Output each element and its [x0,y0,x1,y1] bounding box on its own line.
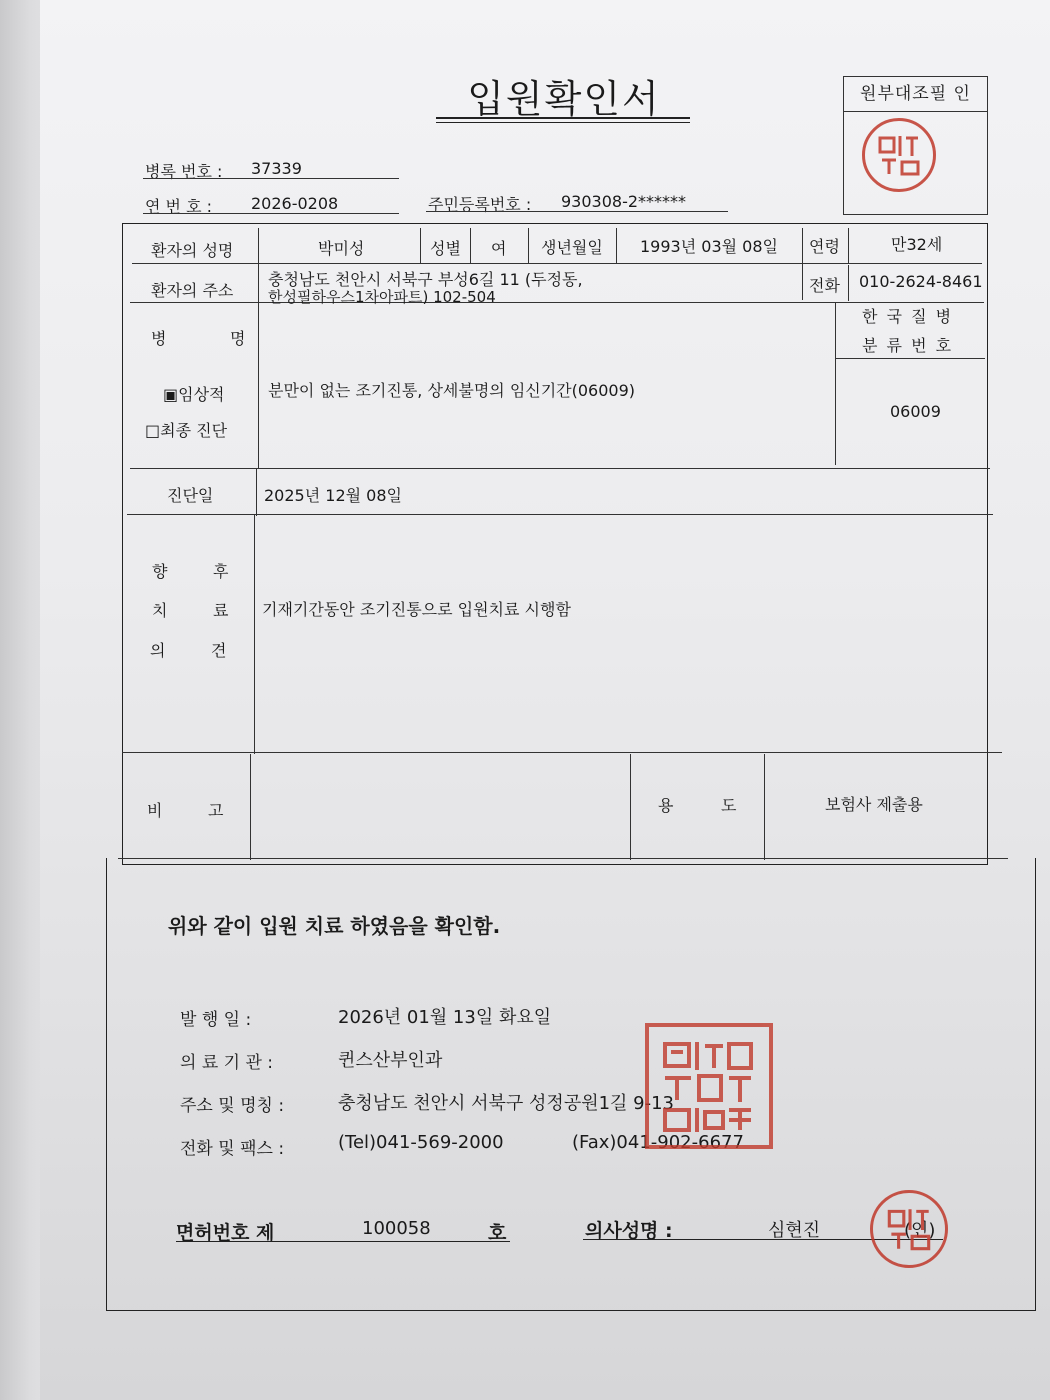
institution-value: 퀸스산부인과 [338,1050,443,1071]
record-no-underline [143,178,399,179]
opinion-label-2b: 료 [213,601,229,620]
cell-divider [528,228,529,263]
resident-no-underline [426,211,728,212]
code-column-divider [835,302,836,465]
row-divider [130,468,990,469]
main-table [122,223,988,865]
opinion-label-1b: 후 [213,562,229,581]
address-line-1: 충청남도 천안시 서북구 부성6길 11 (두정동, [268,270,583,289]
disease-label-1: 병 [151,329,173,348]
opinion-text: 기재기간동안 조기진통으로 입원치료 시행함 [262,600,571,619]
opinion-label-2a: 치 [152,601,168,620]
disease-code-value: 06009 [890,402,941,421]
seal-glyph-icon [872,128,926,182]
doctor-seal-glyph-icon [881,1201,937,1257]
disease-label-2: 명 [230,329,246,348]
sex-label: 성별 [430,239,461,258]
license-underline [176,1241,510,1242]
serial-no-value: 2026-0208 [251,194,339,213]
confirmation-statement: 위와 같이 입원 치료 하였음을 확인함. [168,914,501,938]
patient-name-label: 환자의 성명 [151,241,234,260]
phone-value: 010-2624-8461 [859,272,983,291]
patient-name-value: 박미성 [318,239,365,258]
serial-no-label: 연 번 호 : [145,197,213,216]
code-header-1: 한 국 질 병 [862,307,954,326]
institution-seal-stamp [645,1023,773,1149]
final-diagnosis-option: □최종 진단 [145,421,228,440]
institution-address-label: 주소 및 명칭 : [180,1096,285,1116]
remarks-label-a: 비 [147,801,163,820]
purpose-label-b: 도 [721,796,737,815]
cell-divider [802,228,803,300]
row-divider [130,302,984,303]
purpose-label-a: 용 [658,796,674,815]
diagnosis-date-value: 2025년 12월 08일 [264,486,402,505]
doctor-name-label: 의사성명 : [585,1220,673,1242]
resident-no-label: 주민등록번호 : [428,195,532,214]
address-label: 환자의 주소 [151,281,234,300]
sex-value: 여 [491,239,507,258]
phone-label: 전화 [809,276,840,295]
record-no-label: 병록 번호 : [145,162,223,181]
opinion-label-3b: 견 [211,641,227,660]
issue-date-value: 2026년 01월 13일 화요일 [338,1007,552,1028]
age-label: 연령 [809,237,840,256]
cell-divider [764,754,765,860]
label-column-divider [256,468,257,516]
remarks-label-b: 고 [208,801,224,820]
dob-label: 생년월일 [541,238,603,257]
contact-label: 전화 및 팩스 : [180,1139,285,1159]
purpose-value: 보험사 제출용 [825,795,923,814]
license-number: 100058 [362,1218,431,1239]
clinical-diagnosis-option: ▣임상적 [163,385,225,404]
code-header-2: 분 류 번 호 [862,336,954,355]
institution-seal-glyph-icon [657,1034,761,1138]
label-column-divider [254,514,255,754]
issue-date-label: 발 행 일 : [180,1010,252,1030]
label-column-divider [258,228,259,468]
row-divider [127,514,993,515]
original-check-label: 원부대조필 인 [844,77,987,112]
record-no-value: 37339 [251,159,302,178]
row-divider [132,263,982,264]
document-title: 입원확인서 [467,77,661,121]
dob-value: 1993년 03월 08일 [640,237,778,256]
cell-divider [616,228,617,263]
address-line-2: 한성필하우스1차아파트) 102-504 [268,288,496,306]
doctor-seal-stamp-top [862,118,936,192]
resident-no-value: 930308-2****** [561,192,687,211]
license-suffix: 호 [488,1222,507,1244]
label-column-divider [250,754,251,860]
age-value: 만32세 [891,235,943,254]
doctor-name-value: 심현진 [768,1220,821,1241]
seal-mark: (인) [904,1220,936,1241]
opinion-label-1a: 향 [152,562,168,581]
fax-value: (Fax)041-902-6677 [572,1132,744,1153]
institution-address-value: 충청남도 천안시 서북구 성정공원1길 9-13 [338,1093,675,1114]
cell-divider [420,228,421,263]
tel-value: (Tel)041-569-2000 [338,1132,504,1153]
cell-divider [848,265,849,301]
diagnosis-date-label: 진단일 [167,486,214,505]
cell-divider [848,228,849,263]
license-label: 면허번호 제 [176,1222,275,1244]
opinion-label-3a: 의 [150,641,166,660]
institution-label: 의 료 기 관 : [180,1053,274,1073]
serial-no-underline [143,213,399,214]
disease-name-value: 분만이 없는 조기진통, 상세불명의 임신기간(06009) [268,381,636,400]
row-divider [122,752,1002,753]
cell-divider [630,754,631,860]
code-header-divider [835,358,985,359]
title-underline [436,117,690,119]
doctor-seal-stamp-bottom [870,1190,948,1268]
title-underline-2 [436,122,690,123]
cell-divider [470,228,471,263]
